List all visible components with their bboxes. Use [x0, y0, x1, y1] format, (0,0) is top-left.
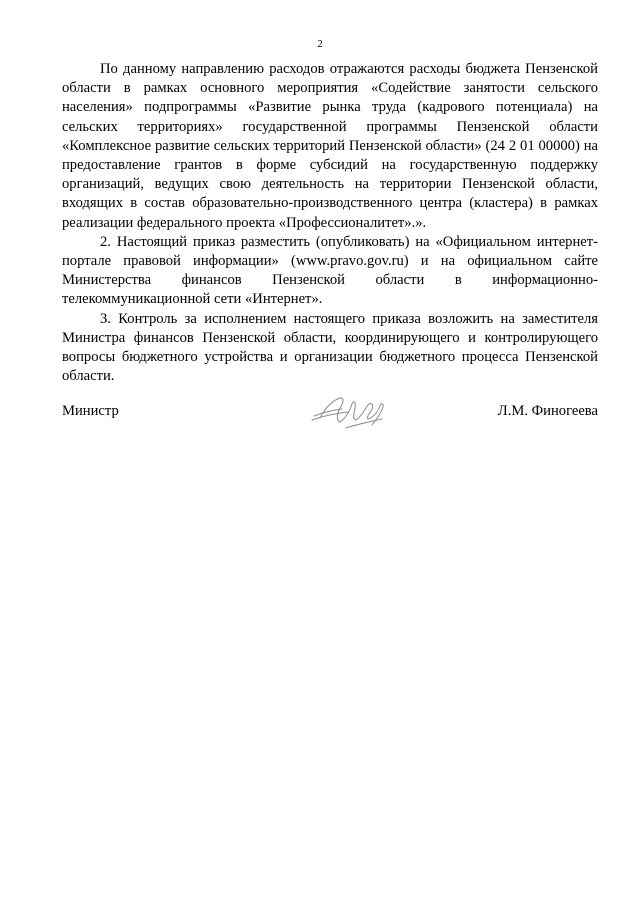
paragraph-publication: 2. Настоящий приказ разместить (опубликовать) на «Официальном интернет-портале правовой информации» (www.pravo.gov.ru) и на официальном сайте Министерства финансов Пензенской области в информационно-телекоммуникационной сети «Интернет».: [62, 233, 598, 308]
paragraph-control: 3. Контроль за исполнением настоящего приказа возложить на заместителя Министра финансов Пензенской области, координирующего и контролирующего вопросы бюджетного устройства и организации бюджетного процесса Пензенской области.: [62, 310, 598, 385]
signer-title: Министр: [62, 403, 119, 419]
signature-block: [62, 402, 598, 432]
document-body: [62, 60, 598, 386]
signer-name: Л.М. Финогеева: [497, 403, 598, 419]
page-number: 2: [317, 38, 323, 50]
handwritten-signature-icon: [310, 392, 396, 430]
paragraph-expense-direction: По данному направлению расходов отражаются расходы бюджета Пензенской области в рамках основного мероприятия «Содействие занятости сельского населения» подпрограммы «Развитие рынка труда (кадрового потенциала) на сельских территориях» государственной программы Пензенской области «Комплексное развитие сельских территорий Пензенской области» (24 2 01 00000) на предоставление грантов в форме субсидий на государственную поддержку организаций, ведущих свою деятельность на территории Пензенской области, входящих в состав образовательно-производственного центра (кластера) в рамках реализации федерального проекта «Профессионалитет».».: [62, 61, 598, 231]
